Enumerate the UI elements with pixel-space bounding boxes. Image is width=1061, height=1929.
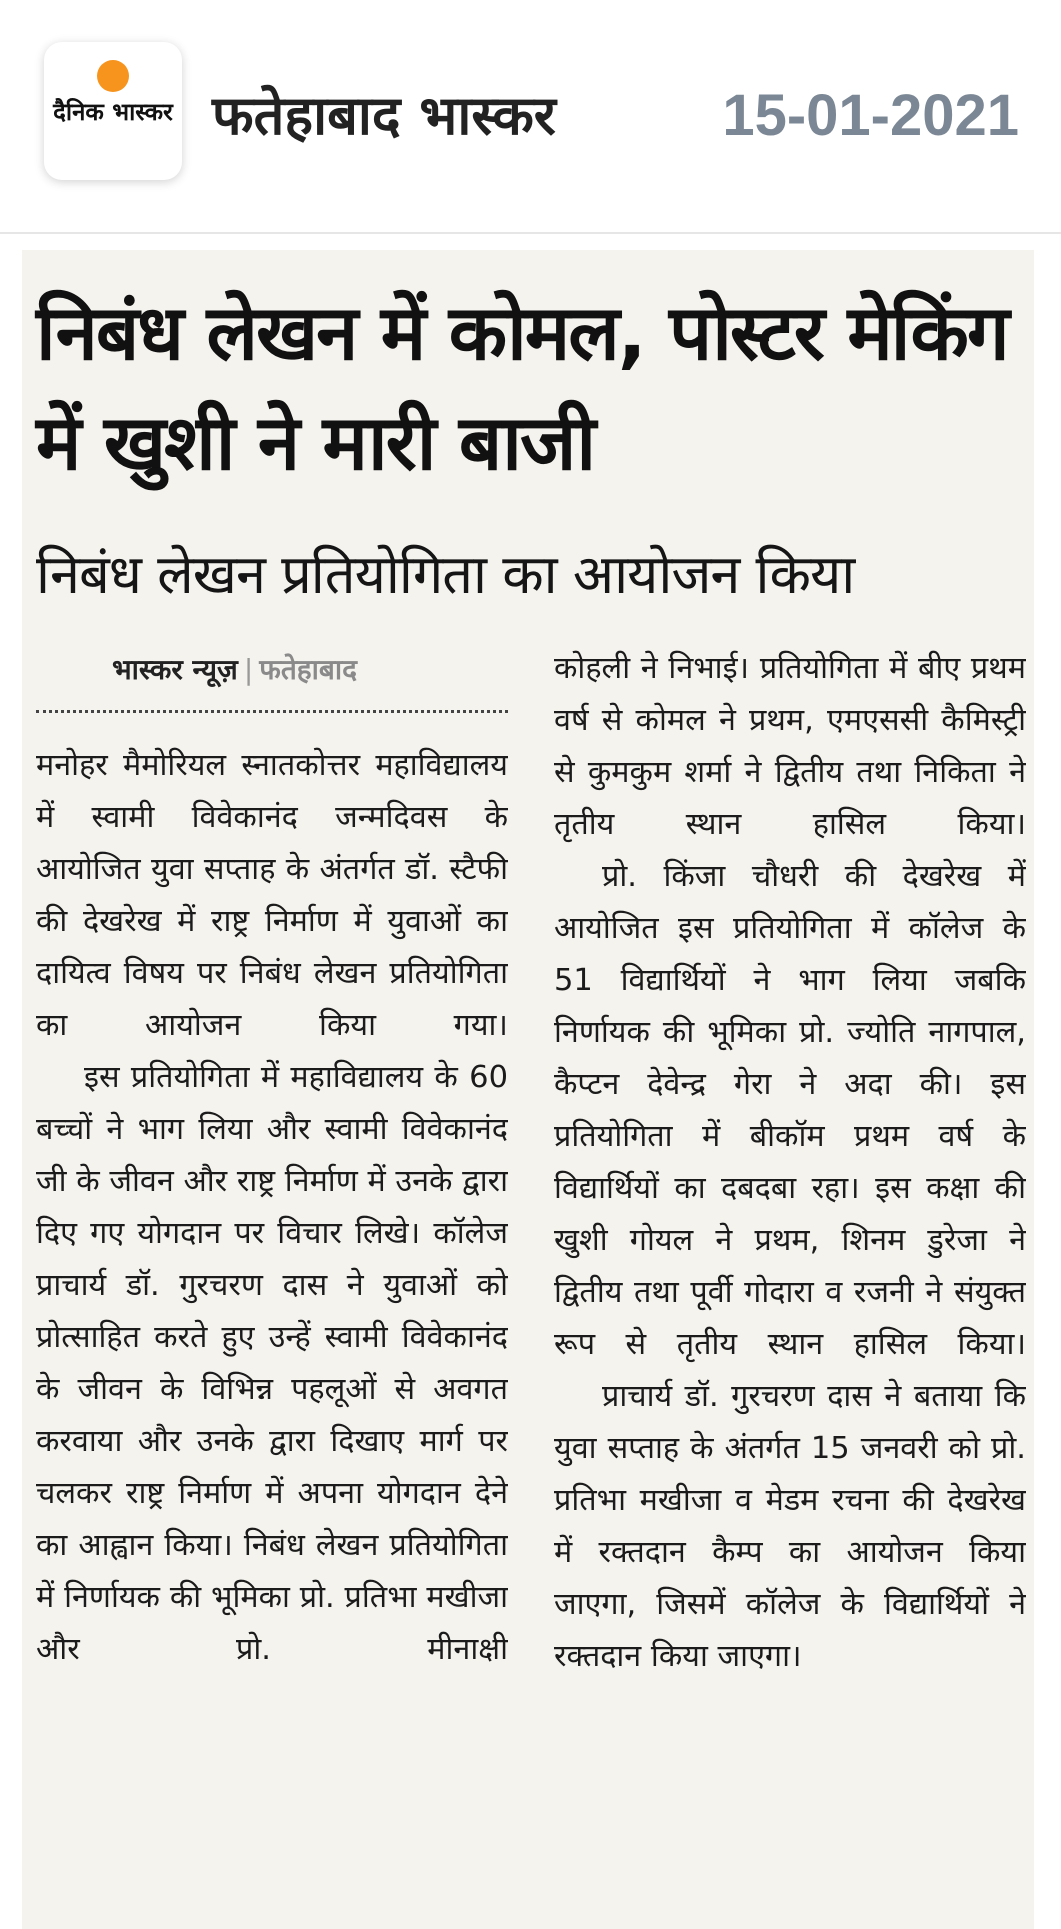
paragraph: इस प्रतियोगिता में महाविद्यालय के 60 बच्चों ने भाग लिया और स्वामी विवेकानंद जी के जीवन और राष्ट्र निर्माण में उनके द्वारा दिए गए योगदान पर विचार लिखे। कॉलेज प्राचार्य डॉ. गुरचरण दास ने युवाओं को प्रोत्साहित करते हुए उन्हें स्वामी विवेकानंद के जीवन के विभिन्न पहलूओं से अवगत करवाया और उनके द्वारा दिखाए मार्ग पर चलकर राष्ट्र निर्माण में अपना योगदान देने का आह्वान किया। निबंध लेखन प्रतियोगिता में निर्णायक की भूमिका प्रो. प्रतिभा मखीजा और प्रो. मीनाक्षी	[36, 1060, 508, 1667]
paragraph: प्रो. किंजा चौधरी की देखरेख में आयोजित इस प्रतियोगिता में कॉलेज के 51 विद्यार्थियों ने भाग लिया जबकि निर्णायक की भूमिका प्रो. ज्योति नागपाल, कैप्टन देवेन्द्र गेरा ने अदा की। इस प्रतियोगिता में बीकॉम प्रथम वर्ष के विद्यार्थियों का दबदबा रहा। इस कक्षा की खुशी गोयल ने प्रथम, शिनम डुरेजा ने द्वितीय तथा पूर्वी गोदारा व रजनी ने संयुक्त रूप से तृतीय स्थान हासिल किया।	[554, 859, 1026, 1362]
article-headline: निबंध लेखन में कोमल, पोस्टर मेकिंग में खुशी ने मारी बाजी	[36, 288, 1008, 487]
byline-source: भास्कर न्यूज़	[112, 653, 238, 686]
paragraph: कोहली ने निभाई। प्रतियोगिता में बीए प्रथम वर्ष से कोमल ने प्रथम, एमएससी कैमिस्ट्री से कुमकुम शर्मा ने द्वितीय तथा निकिता ने तृतीय स्थान हासिल किया।	[554, 651, 1026, 842]
header-divider	[0, 232, 1061, 234]
edition-date: 15-01-2021	[722, 83, 1019, 148]
edition-title: फतेहाबाद भास्कर	[212, 84, 556, 147]
app-header	[0, 0, 1061, 230]
sun-icon	[97, 60, 129, 92]
byline-divider	[36, 710, 508, 713]
article-subheadline: निबंध लेखन प्रतियोगिता का आयोजन किया	[36, 543, 855, 606]
dainik-bhaskar-logo[interactable]	[44, 42, 182, 180]
article-byline	[112, 650, 357, 690]
byline-separator: |	[243, 653, 254, 686]
paragraph: प्राचार्य डॉ. गुरचरण दास ने बताया कि युवा सप्ताह के अंतर्गत 15 जनवरी को प्रो. प्रतिभा मखीजा व मेडम रचना की देखरेख में रक्तदान कैम्प का आयोजन किया जाएगा, जिसमें कॉलेज के विद्यार्थियों ने रक्तदान किया जाएगा।	[554, 1379, 1026, 1674]
article-column-right	[554, 643, 1026, 1883]
byline-city: फतेहाबाद	[259, 653, 358, 686]
logo-text: दैनिक भास्कर	[53, 98, 173, 126]
paragraph: मनोहर मैमोरियल स्नातकोत्तर महाविद्यालय में स्वामी विवेकानंद जन्मदिवस के आयोजित युवा सप्ताह के अंतर्गत डॉ. स्टैफी की देखरेख में राष्ट्र निर्माण में युवाओं का दायित्व विषय पर निबंध लेखन प्रतियोगिता का आयोजन किया गया।	[36, 748, 508, 1043]
article-column-left	[36, 740, 508, 1890]
